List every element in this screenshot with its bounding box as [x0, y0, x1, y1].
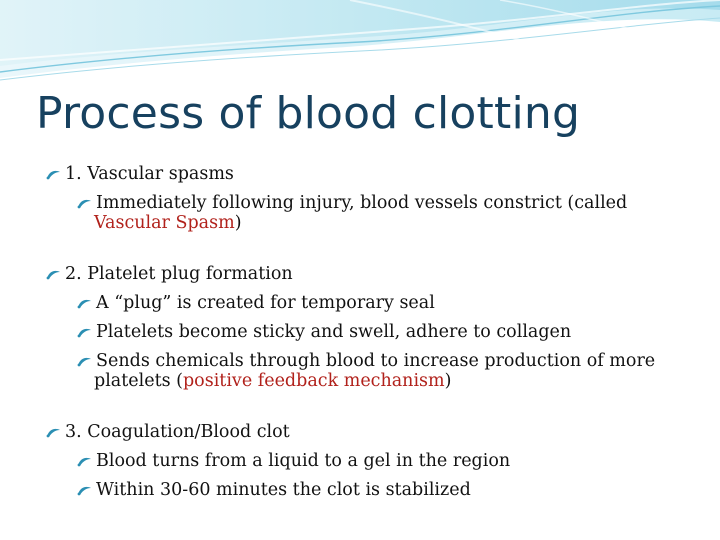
highlighted-term: positive feedback mechanism	[182, 371, 445, 391]
list-item: Within 30-60 minutes the clot is stabilized	[46, 476, 696, 505]
flourish-bullet-icon	[46, 418, 62, 447]
list-item: Blood turns from a liquid to a gel in the region	[46, 447, 696, 476]
flourish-bullet-icon	[77, 318, 93, 347]
slide-body	[46, 160, 696, 505]
list-item: Sends chemicals through blood to increase production of more	[46, 347, 696, 376]
flourish-bullet-icon	[77, 476, 93, 505]
flourish-bullet-icon	[77, 289, 93, 318]
highlighted-term: Vascular Spasm	[94, 213, 235, 233]
list-item: Platelets become sticky and swell, adhere to collagen	[46, 318, 696, 347]
list-item-continuation: platelets (positive feedback mechanism)	[94, 371, 452, 391]
section-heading: 3. Coagulation/Blood clot	[46, 418, 696, 447]
list-item: Immediately following injury, blood vessels constrict (called	[46, 189, 696, 218]
header-wave-decoration	[0, 0, 720, 90]
section-heading: 2. Platelet plug formation	[46, 260, 696, 289]
flourish-bullet-icon	[46, 160, 62, 189]
flourish-bullet-icon	[46, 260, 62, 289]
list-item: A “plug” is created for temporary seal	[46, 289, 696, 318]
list-item-continuation: Vascular Spasm)	[94, 213, 242, 233]
slide-title: Process of blood clotting	[36, 88, 581, 139]
flourish-bullet-icon	[77, 447, 93, 476]
section-heading: 1. Vascular spasms	[46, 160, 696, 189]
